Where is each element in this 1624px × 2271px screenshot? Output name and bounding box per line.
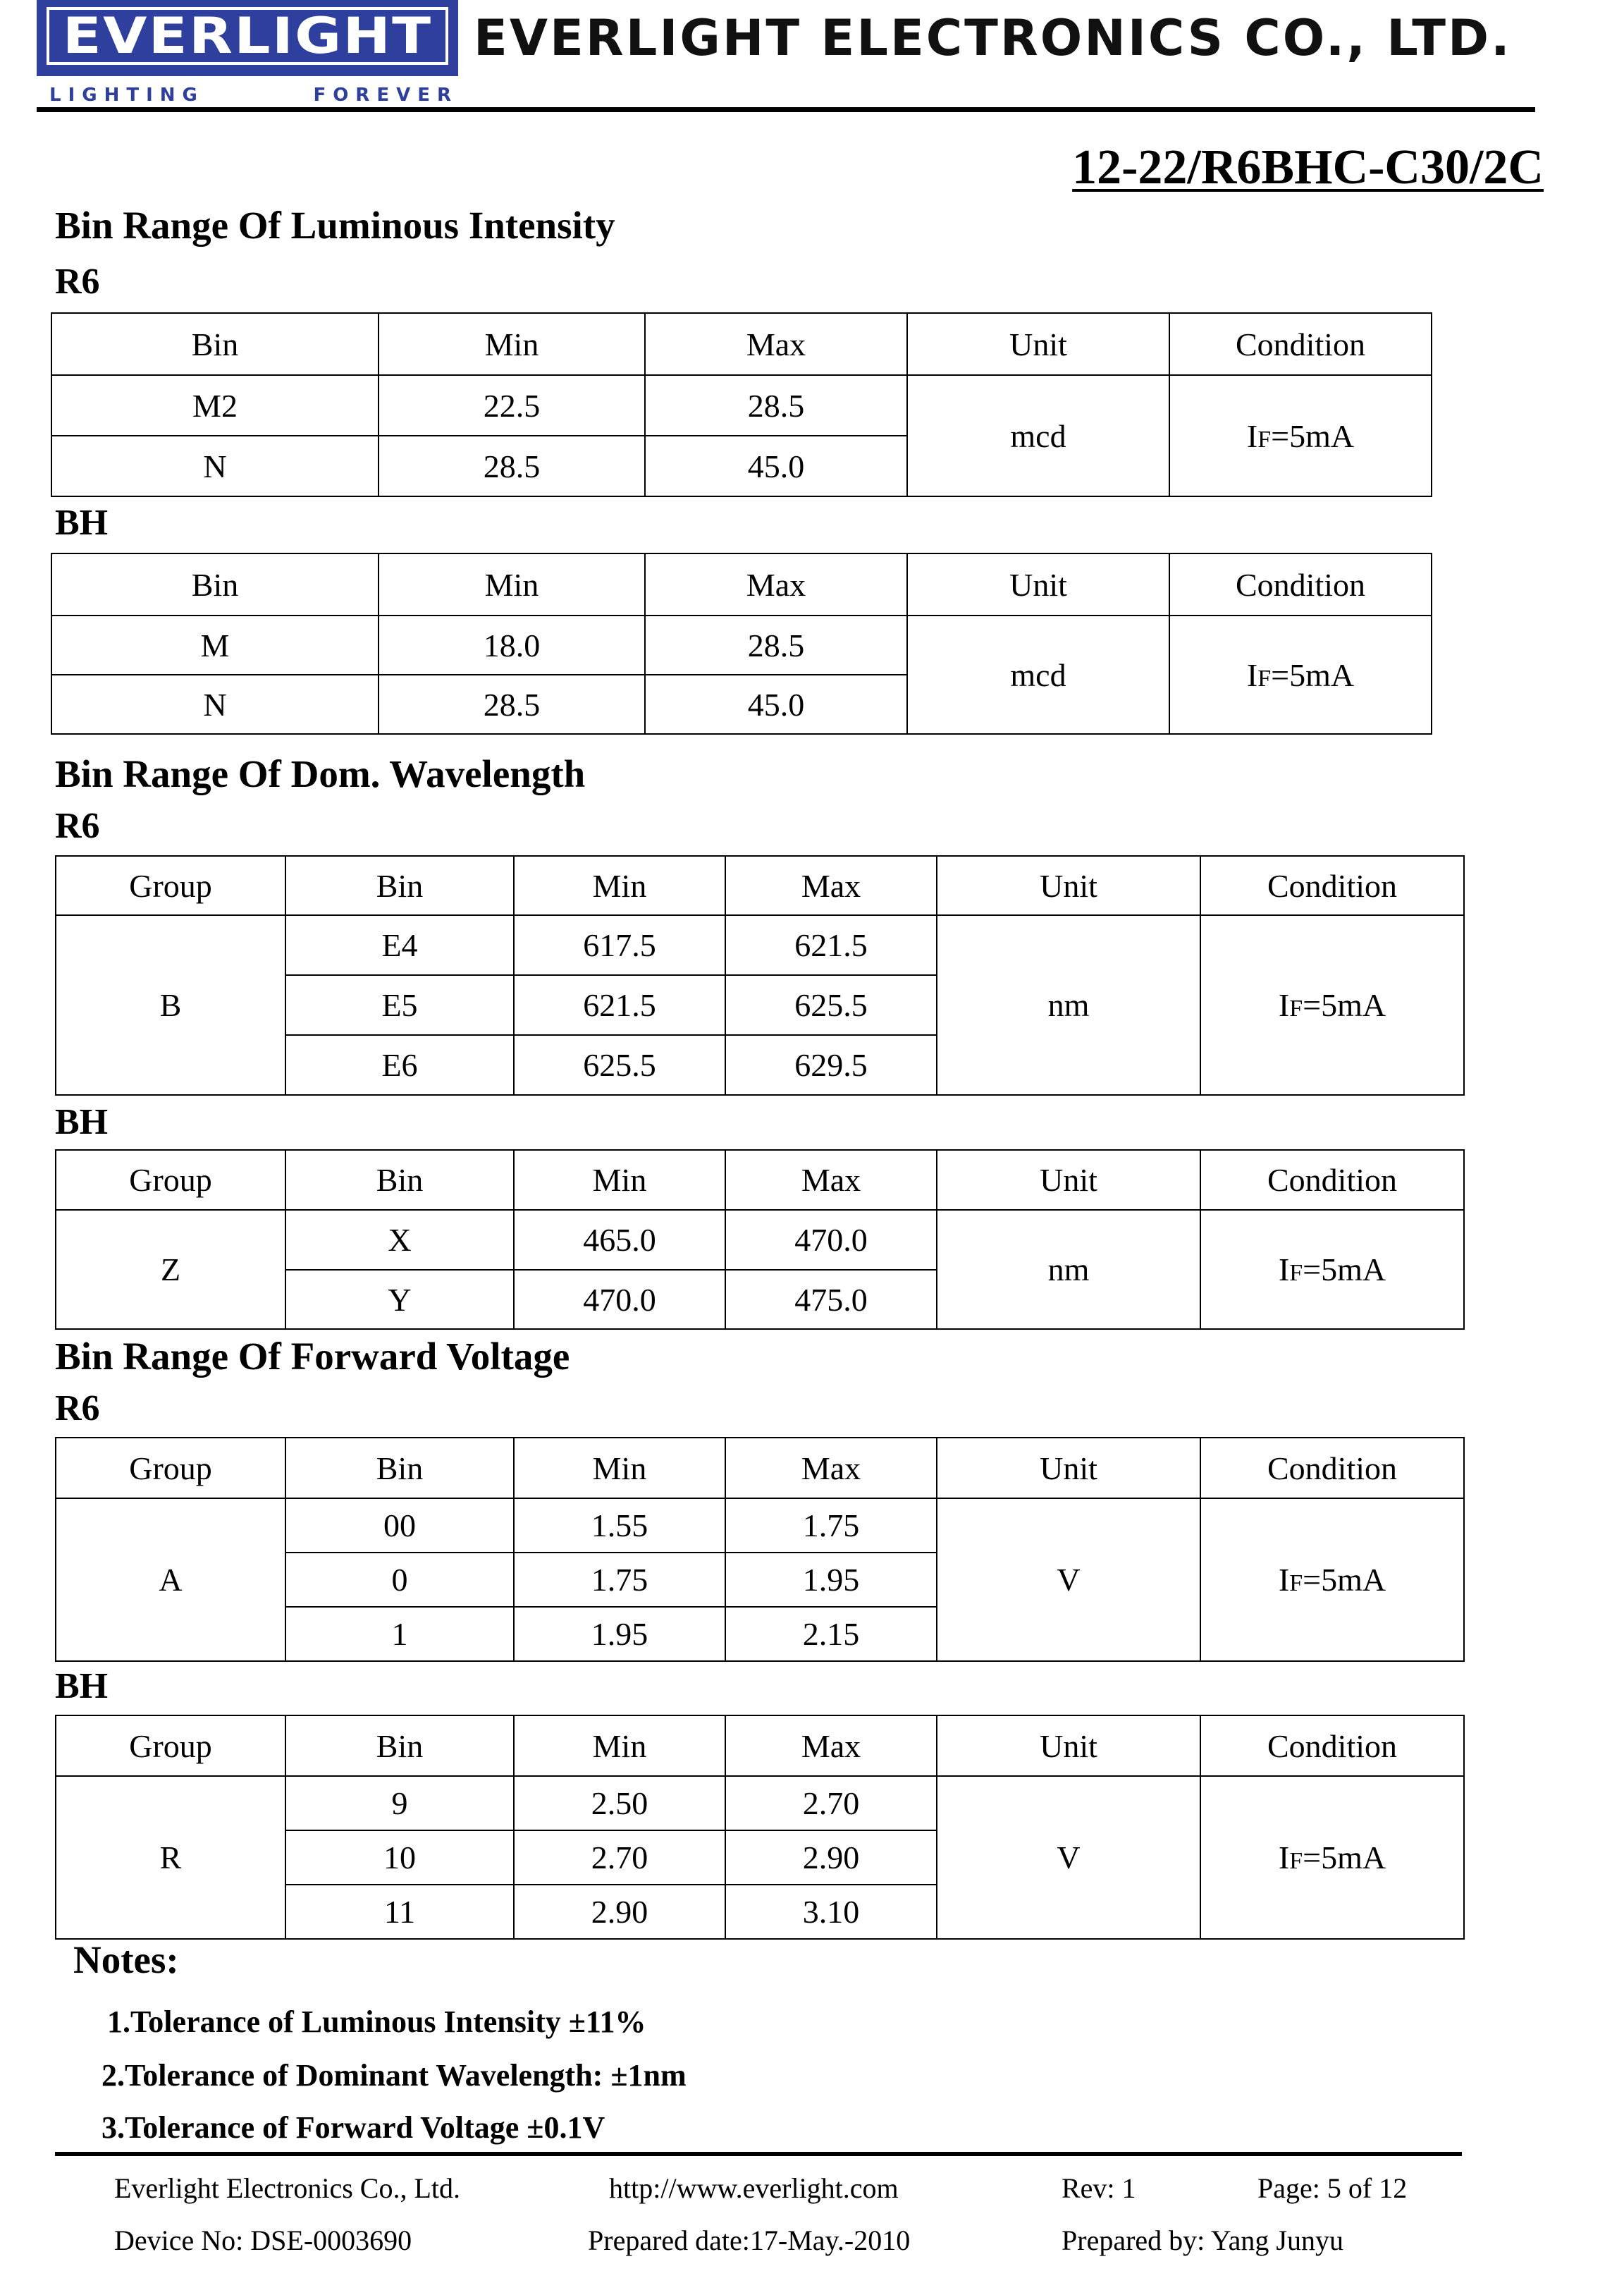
table-row (56, 1776, 1464, 1830)
unit-cell: V (937, 1776, 1200, 1939)
condition-cell (1169, 375, 1432, 496)
table-row (56, 915, 1464, 975)
cond-i: I (1278, 1251, 1290, 1287)
part-number: 12-22/R6BHC-C30/2C (1072, 140, 1544, 195)
header-cell: Unit (937, 1438, 1200, 1498)
logo-text: EVERLIGHT (62, 7, 433, 65)
footer-url[interactable]: http://www.everlight.com (609, 2172, 899, 2204)
cond-sub: F (1289, 1570, 1303, 1596)
tagline-right: FOREVER (313, 85, 458, 106)
header-cell: Condition (1200, 1715, 1464, 1776)
header-cell: Unit (907, 553, 1169, 616)
condition-cell (1200, 1498, 1464, 1661)
condition-cell (1200, 915, 1464, 1095)
max-cell: 629.5 (725, 1035, 937, 1095)
cond-sub: F (1257, 426, 1272, 453)
notes-title: Notes: (73, 1938, 179, 1981)
bin-cell: 9 (285, 1776, 514, 1830)
table-row (56, 1210, 1464, 1270)
voltage-bh-table (55, 1715, 1465, 1940)
min-cell: 2.50 (514, 1776, 725, 1830)
footer-divider (55, 2152, 1462, 2156)
bin-cell: M (51, 616, 379, 675)
logo-frame (47, 7, 448, 65)
cond-rest: =5mA (1303, 1251, 1386, 1287)
section-title-luminous: Bin Range Of Luminous Intensity (55, 204, 615, 247)
min-cell: 2.70 (514, 1830, 725, 1885)
table-row (56, 1498, 1464, 1553)
bin-cell: 00 (285, 1498, 514, 1553)
header-cell: Condition (1169, 553, 1432, 616)
subsection-label-r6: R6 (55, 1388, 100, 1428)
luminous-r6-table (51, 312, 1432, 497)
cond-sub: F (1289, 1260, 1303, 1286)
note-item: 2.Tolerance of Dominant Wavelength: ±1nm (102, 2058, 687, 2093)
max-cell: 3.10 (725, 1885, 937, 1939)
footer-page: Page: 5 of 12 (1257, 2172, 1408, 2204)
group-cell: B (56, 915, 285, 1095)
note-item: 3.Tolerance of Forward Voltage ±0.1V (102, 2110, 605, 2145)
header-cell: Group (56, 1715, 285, 1776)
bin-cell: 1 (285, 1607, 514, 1661)
header-cell: Condition (1200, 1150, 1464, 1210)
header-cell: Max (725, 1715, 937, 1776)
bin-cell: E5 (285, 975, 514, 1035)
header-cell: Max (725, 1438, 937, 1498)
cond-rest: =5mA (1271, 656, 1355, 693)
company-title: EVERLIGHT ELECTRONICS CO., LTD. (474, 9, 1512, 67)
voltage-r6-table (55, 1437, 1465, 1662)
cond-i: I (1278, 987, 1290, 1023)
wavelength-bh-table (55, 1149, 1465, 1330)
min-cell: 617.5 (514, 915, 725, 975)
subsection-label-bh: BH (55, 503, 109, 543)
logo-tagline (49, 85, 458, 106)
cond-rest: =5mA (1271, 417, 1355, 454)
cond-i: I (1246, 656, 1258, 693)
condition-cell (1169, 616, 1432, 734)
bin-cell: 11 (285, 1885, 514, 1939)
min-cell: 1.55 (514, 1498, 725, 1553)
min-cell: 1.95 (514, 1607, 725, 1661)
bin-cell: N (51, 436, 379, 496)
bin-cell: 10 (285, 1830, 514, 1885)
footer-prepared-by: Prepared by: Yang Junyu (1062, 2224, 1343, 2256)
unit-cell: nm (937, 915, 1200, 1095)
header-cell: Min (514, 1150, 725, 1210)
section-title-wavelength: Bin Range Of Dom. Wavelength (55, 752, 586, 795)
header-cell: Max (725, 856, 937, 915)
header-cell: Group (56, 856, 285, 915)
cond-rest: =5mA (1303, 1562, 1386, 1598)
header-cell: Min (379, 553, 645, 616)
bin-cell: 0 (285, 1553, 514, 1607)
header-cell: Bin (51, 553, 379, 616)
max-cell: 2.70 (725, 1776, 937, 1830)
cond-i: I (1278, 1840, 1290, 1875)
header-cell: Min (514, 1438, 725, 1498)
max-cell: 45.0 (645, 675, 907, 734)
footer-device-no: Device No: DSE-0003690 (114, 2224, 412, 2256)
max-cell: 28.5 (645, 616, 907, 675)
bin-cell: N (51, 675, 379, 734)
header-cell: Min (379, 313, 645, 375)
max-cell: 470.0 (725, 1210, 937, 1270)
header-cell: Bin (285, 1438, 514, 1498)
unit-cell: V (937, 1498, 1200, 1661)
table-header-row (56, 856, 1464, 915)
header-cell: Max (725, 1150, 937, 1210)
min-cell: 28.5 (379, 436, 645, 496)
cond-sub: F (1257, 665, 1272, 692)
subsection-label-bh: BH (55, 1666, 109, 1706)
header-cell: Bin (285, 1715, 514, 1776)
group-cell: A (56, 1498, 285, 1661)
bin-cell: E6 (285, 1035, 514, 1095)
max-cell: 1.95 (725, 1553, 937, 1607)
footer-rev: Rev: 1 (1062, 2172, 1136, 2204)
condition-cell (1200, 1776, 1464, 1939)
min-cell: 2.90 (514, 1885, 725, 1939)
header-cell: Unit (937, 1715, 1200, 1776)
subsection-label-bh: BH (55, 1102, 109, 1142)
luminous-bh-table (51, 553, 1432, 735)
header-cell: Condition (1169, 313, 1432, 375)
section-title-voltage: Bin Range Of Forward Voltage (55, 1335, 570, 1378)
header-cell: Max (645, 553, 907, 616)
note-item: 1.Tolerance of Luminous Intensity ±11% (107, 2004, 646, 2039)
condition-cell (1200, 1210, 1464, 1329)
bin-cell: X (285, 1210, 514, 1270)
footer-company: Everlight Electronics Co., Ltd. (114, 2172, 460, 2204)
cond-sub: F (1289, 996, 1303, 1022)
min-cell: 22.5 (379, 375, 645, 436)
header-cell: Condition (1200, 1438, 1464, 1498)
min-cell: 18.0 (379, 616, 645, 675)
table-header-row (51, 313, 1432, 375)
header-cell: Min (514, 856, 725, 915)
cond-rest: =5mA (1303, 1840, 1386, 1875)
header-cell: Unit (937, 856, 1200, 915)
cond-i: I (1246, 417, 1258, 454)
max-cell: 475.0 (725, 1270, 937, 1329)
header-cell: Group (56, 1438, 285, 1498)
unit-cell: nm (937, 1210, 1200, 1329)
bin-cell: Y (285, 1270, 514, 1329)
max-cell: 1.75 (725, 1498, 937, 1553)
group-cell: R (56, 1776, 285, 1939)
unit-cell: mcd (907, 375, 1169, 496)
table-row (51, 616, 1432, 675)
header-cell: Group (56, 1150, 285, 1210)
bin-cell: M2 (51, 375, 379, 436)
tagline-left: LIGHTING (49, 85, 204, 106)
min-cell: 470.0 (514, 1270, 725, 1329)
subsection-label-r6: R6 (55, 262, 100, 302)
table-header-row (56, 1715, 1464, 1776)
min-cell: 1.75 (514, 1553, 725, 1607)
min-cell: 625.5 (514, 1035, 725, 1095)
cond-sub: F (1289, 1848, 1303, 1874)
header-cell: Unit (907, 313, 1169, 375)
cond-i: I (1278, 1562, 1290, 1598)
header-cell: Bin (285, 1150, 514, 1210)
everlight-logo (37, 0, 458, 76)
table-header-row (56, 1438, 1464, 1498)
header-cell: Bin (285, 856, 514, 915)
table-row (51, 375, 1432, 436)
header-divider (37, 107, 1535, 112)
max-cell: 28.5 (645, 375, 907, 436)
header-cell: Max (645, 313, 907, 375)
header-cell: Bin (51, 313, 379, 375)
header-cell: Min (514, 1715, 725, 1776)
max-cell: 621.5 (725, 915, 937, 975)
subsection-label-r6: R6 (55, 806, 100, 846)
header-cell: Unit (937, 1150, 1200, 1210)
cond-rest: =5mA (1303, 987, 1386, 1023)
table-header-row (56, 1150, 1464, 1210)
group-cell: Z (56, 1210, 285, 1329)
footer-prepared-date: Prepared date:17-May.-2010 (588, 2224, 911, 2256)
unit-cell: mcd (907, 616, 1169, 734)
max-cell: 45.0 (645, 436, 907, 496)
min-cell: 28.5 (379, 675, 645, 734)
table-header-row (51, 553, 1432, 616)
min-cell: 465.0 (514, 1210, 725, 1270)
max-cell: 2.90 (725, 1830, 937, 1885)
min-cell: 621.5 (514, 975, 725, 1035)
bin-cell: E4 (285, 915, 514, 975)
wavelength-r6-table (55, 855, 1465, 1096)
max-cell: 625.5 (725, 975, 937, 1035)
header-cell: Condition (1200, 856, 1464, 915)
max-cell: 2.15 (725, 1607, 937, 1661)
